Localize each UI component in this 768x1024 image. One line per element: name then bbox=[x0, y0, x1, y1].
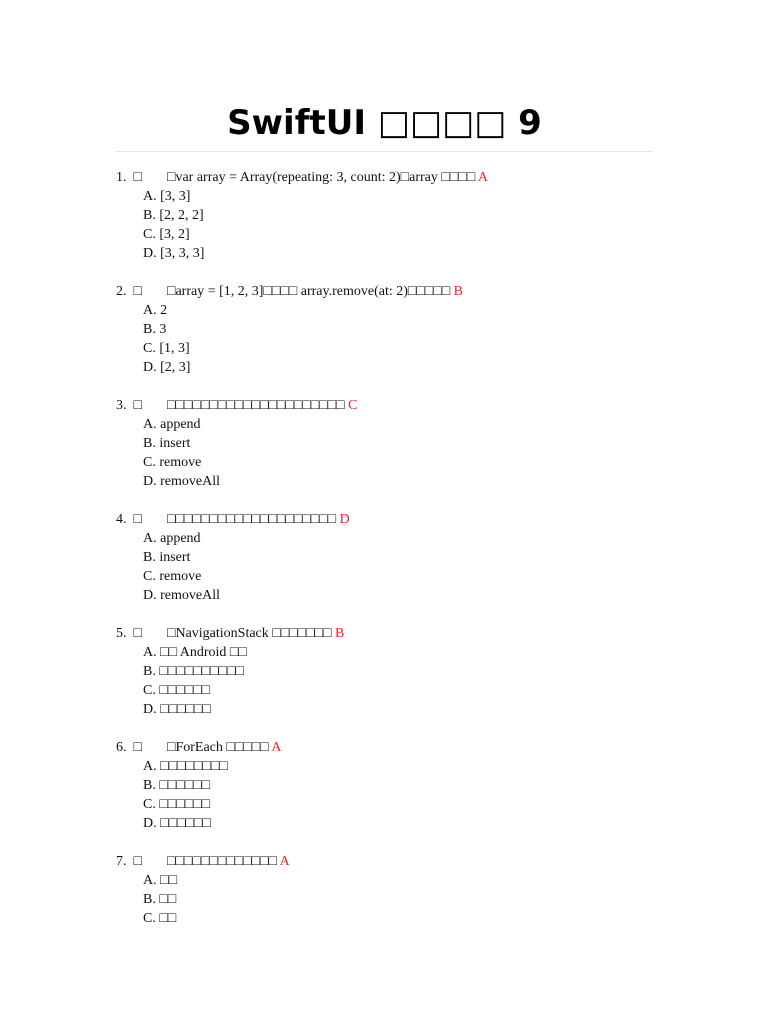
option-c: C. □□□□□□ bbox=[143, 683, 211, 698]
answer-key: A bbox=[279, 854, 290, 869]
option-a: A. append bbox=[143, 531, 201, 546]
option-c: C. [3, 2] bbox=[143, 227, 190, 242]
question-text: □□□□□□□□□□□□□ bbox=[167, 854, 277, 869]
page-title: SwiftUI □□□□ 9 bbox=[227, 103, 542, 143]
option-list bbox=[116, 529, 653, 605]
question-text-line bbox=[116, 738, 653, 757]
option-list bbox=[116, 415, 653, 491]
question-marker: □ bbox=[133, 854, 142, 869]
question-marker: □ bbox=[133, 284, 142, 299]
question-number: 7. bbox=[116, 854, 127, 869]
question-marker: □ bbox=[133, 740, 142, 755]
option-c: C. remove bbox=[143, 455, 202, 470]
option-b: B. 3 bbox=[143, 322, 167, 337]
option-b: B. □□ bbox=[143, 892, 177, 907]
answer-key: A bbox=[477, 170, 489, 185]
option-a: A. append bbox=[143, 417, 201, 432]
option-list bbox=[116, 643, 653, 719]
option-b: B. insert bbox=[143, 550, 191, 565]
option-c: C. □□□□□□ bbox=[143, 797, 211, 812]
option-a: A. [3, 3] bbox=[143, 189, 191, 204]
question-item bbox=[116, 510, 653, 605]
question-text-line bbox=[116, 168, 653, 187]
answer-key: A bbox=[271, 740, 282, 755]
option-d: D. removeAll bbox=[143, 474, 220, 489]
answer-key: C bbox=[348, 398, 358, 413]
title-divider bbox=[116, 151, 653, 152]
question-item bbox=[116, 282, 653, 377]
option-d: D. [3, 3, 3] bbox=[143, 246, 205, 261]
question-text: □□□□□□□□□□□□□□□□□□□□□ bbox=[167, 398, 345, 413]
question-text-line bbox=[116, 852, 653, 871]
option-b: B. insert bbox=[143, 436, 191, 451]
option-list bbox=[116, 871, 653, 928]
option-d: D. removeAll bbox=[143, 588, 220, 603]
answer-key: B bbox=[334, 626, 345, 641]
answer-key: D bbox=[339, 512, 350, 527]
option-c: C. remove bbox=[143, 569, 202, 584]
question-text-line bbox=[116, 282, 653, 301]
option-a: A. □□□□□□□□ bbox=[143, 759, 228, 774]
question-text-line bbox=[116, 624, 653, 643]
question-item bbox=[116, 738, 653, 833]
option-a: A. □□ bbox=[143, 873, 178, 888]
option-list bbox=[116, 301, 653, 377]
question-text: □□□□□□□□□□□□□□□□□□□□ bbox=[167, 512, 337, 527]
option-c: C. [1, 3] bbox=[143, 341, 190, 356]
question-number: 1. bbox=[116, 170, 127, 185]
option-a: A. □□ Android □□ bbox=[143, 645, 247, 660]
question-marker: □ bbox=[133, 626, 142, 641]
question-item bbox=[116, 396, 653, 491]
question-number: 3. bbox=[116, 398, 127, 413]
question-text: □array = [1, 2, 3]□□□□ array.remove(at: 2)□□□□□ bbox=[167, 284, 451, 299]
question-item bbox=[116, 624, 653, 719]
option-b: B. [2, 2, 2] bbox=[143, 208, 204, 223]
option-d: D. □□□□□□ bbox=[143, 702, 211, 717]
option-list bbox=[116, 187, 653, 263]
question-list bbox=[116, 168, 653, 947]
option-b: B. □□□□□□□□□□ bbox=[143, 664, 244, 679]
question-number: 4. bbox=[116, 512, 127, 527]
question-marker: □ bbox=[133, 512, 142, 527]
option-a: A. 2 bbox=[143, 303, 168, 318]
question-text-line bbox=[116, 510, 653, 529]
question-marker: □ bbox=[133, 398, 142, 413]
option-list bbox=[116, 757, 653, 833]
question-text: □NavigationStack □□□□□□□ bbox=[167, 626, 332, 641]
question-number: 5. bbox=[116, 626, 127, 641]
option-d: D. [2, 3] bbox=[143, 360, 191, 375]
question-number: 6. bbox=[116, 740, 127, 755]
question-text: □ForEach □□□□□ bbox=[167, 740, 269, 755]
question-text-line bbox=[116, 396, 653, 415]
question-number: 2. bbox=[116, 284, 127, 299]
question-item bbox=[116, 852, 653, 928]
option-d: D. □□□□□□ bbox=[143, 816, 211, 831]
option-b: B. □□□□□□ bbox=[143, 778, 211, 793]
question-marker: □ bbox=[133, 170, 142, 185]
question-text: □var array = Array(repeating: 3, count: 2)□array □□□□ bbox=[167, 170, 476, 185]
option-c: C. □□ bbox=[143, 911, 177, 926]
question-item bbox=[116, 168, 653, 263]
answer-key: B bbox=[453, 284, 464, 299]
